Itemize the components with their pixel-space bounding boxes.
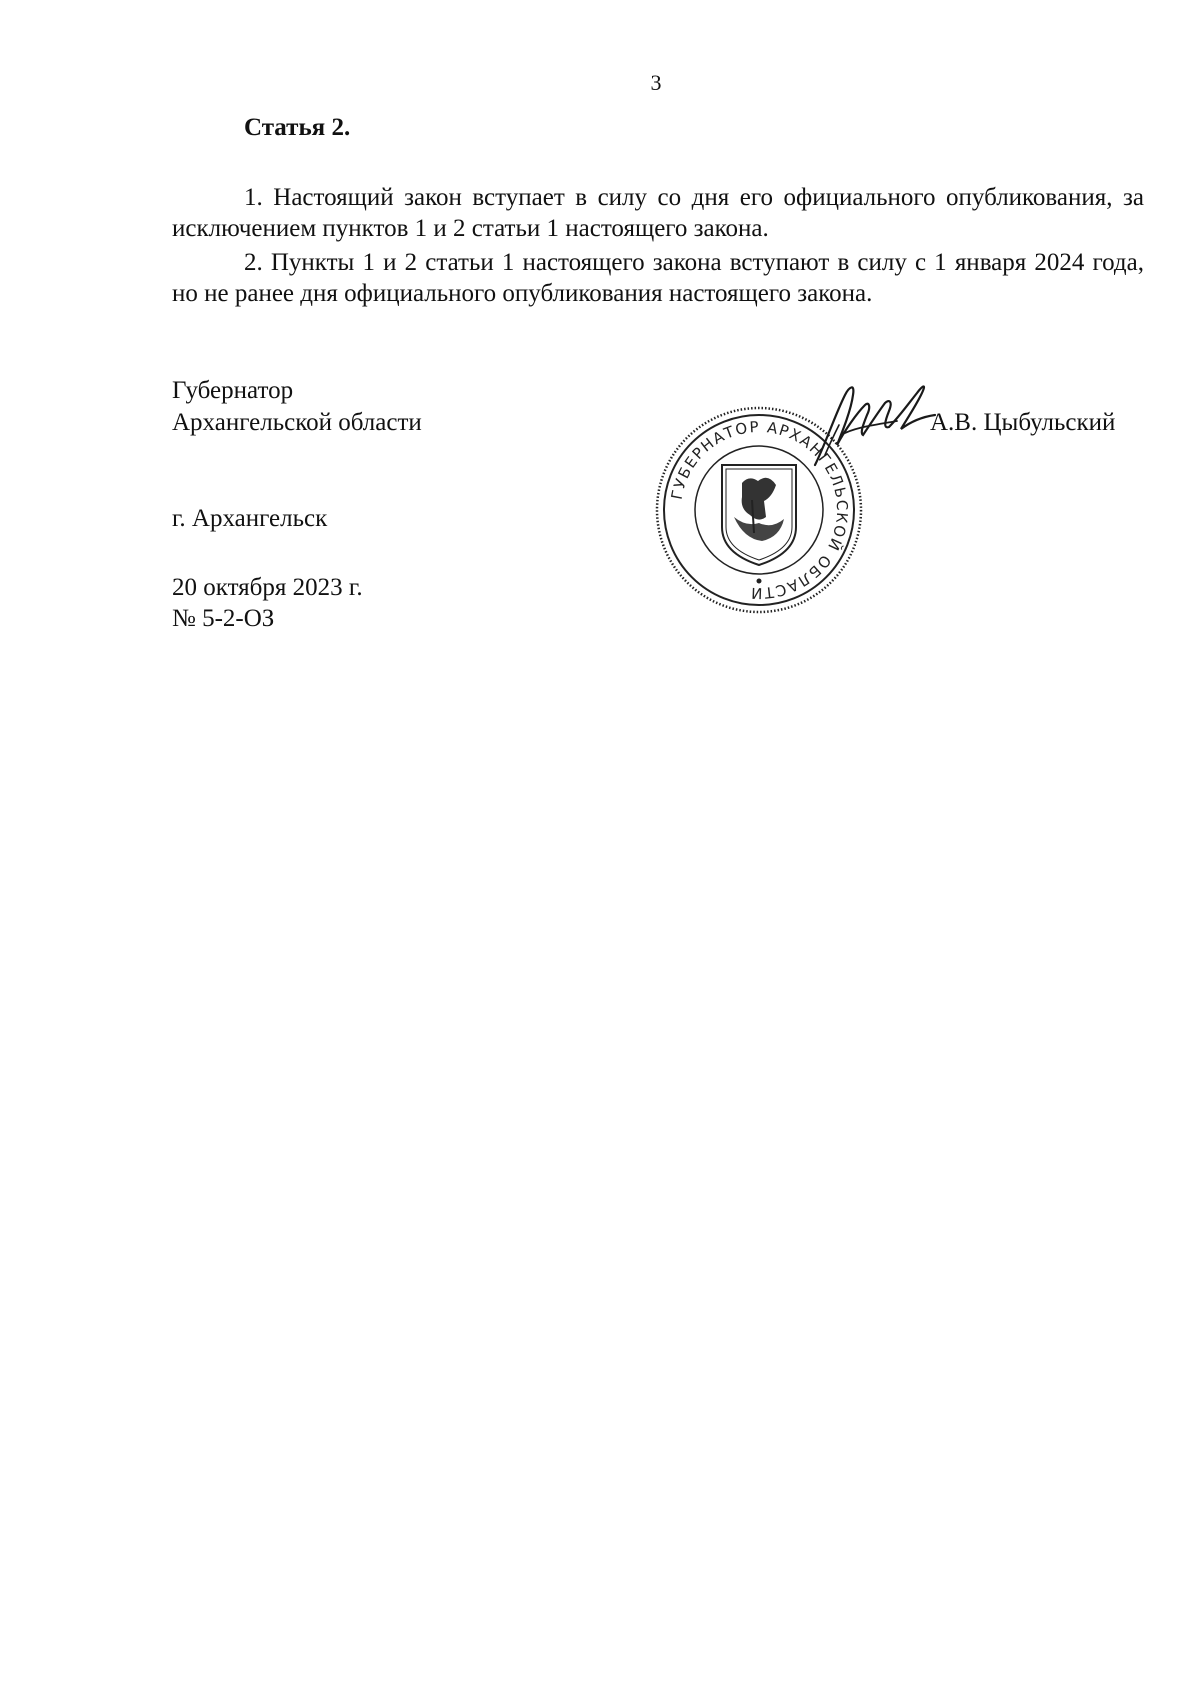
seal-text: ГУБЕРНАТОР АРХАНГЕЛЬСКОЙ ОБЛАСТИ: [667, 417, 852, 603]
article-paragraph-1: 1. Настоящий закон вступает в силу со дня его официального опубликования, за исключением пунктов 1 и 2 статьи 1 настоящего закона.: [172, 184, 1144, 242]
signer-position: [172, 375, 422, 439]
article-title: Статья 2.: [244, 114, 351, 141]
date-and-number: [172, 572, 363, 634]
place-of-signing: г. Архангельск: [172, 505, 328, 532]
document-date: 20 октября 2023 г.: [172, 574, 363, 601]
article-paragraph-2: 2. Пункты 1 и 2 статьи 1 настоящего закона вступают в силу с 1 января 2024 года, но не ранее дня официального опубликования настоящего закона.: [172, 249, 1144, 307]
handwritten-signature-icon: [805, 375, 945, 475]
law-number: № 5-2-ОЗ: [172, 605, 275, 632]
signer-position-line-1: Губернатор: [172, 377, 294, 404]
signer-position-line-2: Архангельской области: [172, 409, 422, 436]
page-number: 3: [650, 70, 662, 95]
signer-name: А.В. Цыбульский: [930, 409, 1116, 436]
